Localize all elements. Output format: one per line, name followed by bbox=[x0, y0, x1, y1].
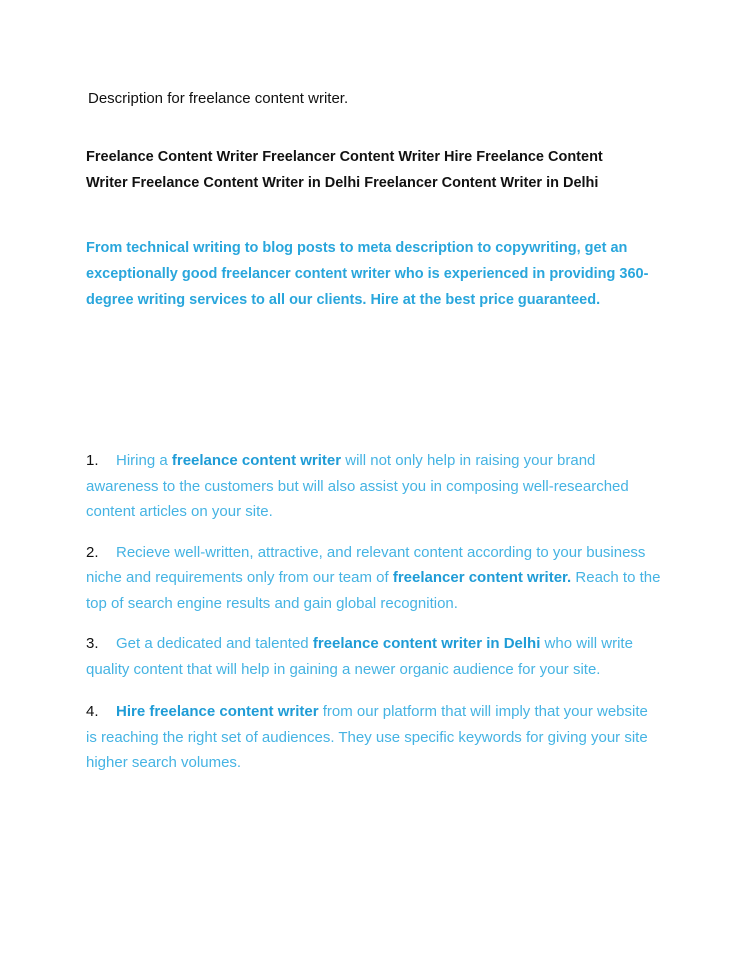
list-text-before: Get a dedicated and talented bbox=[116, 635, 313, 652]
keyword-highlight: Hire freelance content writer bbox=[116, 703, 319, 720]
intro-text: Description for freelance content writer. bbox=[88, 90, 349, 107]
list-text-after: from our platform that will imply that your website is reaching the right set of audiences. They use specific keywords for giving your site higher search volumes. bbox=[86, 703, 648, 771]
benefits-list bbox=[86, 448, 661, 791]
list-item bbox=[86, 631, 661, 682]
list-item bbox=[86, 448, 661, 525]
list-number: 4. bbox=[86, 703, 99, 720]
list-item bbox=[86, 540, 661, 617]
list-number: 3. bbox=[86, 635, 99, 652]
lead-paragraph: From technical writing to blog posts to meta description to copywriting, get an exceptionally good freelancer content writer who is experienced in providing 360-degree writing services to all our clients. Hire at the best price guaranteed. bbox=[86, 240, 649, 308]
list-text-after: who will write quality content that will help in gaining a newer organic audience for your site. bbox=[86, 635, 633, 678]
list-text-after: will not only help in raising your brand awareness to the customers but will also assist you in composing well-researched content articles on your site. bbox=[86, 452, 629, 520]
keywords-heading: Freelance Content Writer Freelancer Content Writer Hire Freelance Content Writer Freelance Content Writer in Delhi Freelancer Content Writer in Delhi bbox=[86, 149, 603, 191]
list-number: 1. bbox=[86, 452, 99, 469]
keyword-highlight: freelance content writer bbox=[171, 452, 342, 469]
list-text-after: Reach to the top of search engine results and gain global recognition. bbox=[86, 569, 661, 612]
list-item bbox=[86, 699, 661, 776]
list-number: 2. bbox=[86, 543, 99, 561]
list-text-before: Recieve well-written, attractive, and relevant content according to your business niche and requirements only from our team of bbox=[86, 543, 646, 586]
keyword-highlight: freelancer content writer. bbox=[392, 569, 572, 586]
keyword-highlight: freelance content writer in Delhi bbox=[312, 635, 541, 652]
list-text-before: Hiring a bbox=[116, 452, 172, 469]
